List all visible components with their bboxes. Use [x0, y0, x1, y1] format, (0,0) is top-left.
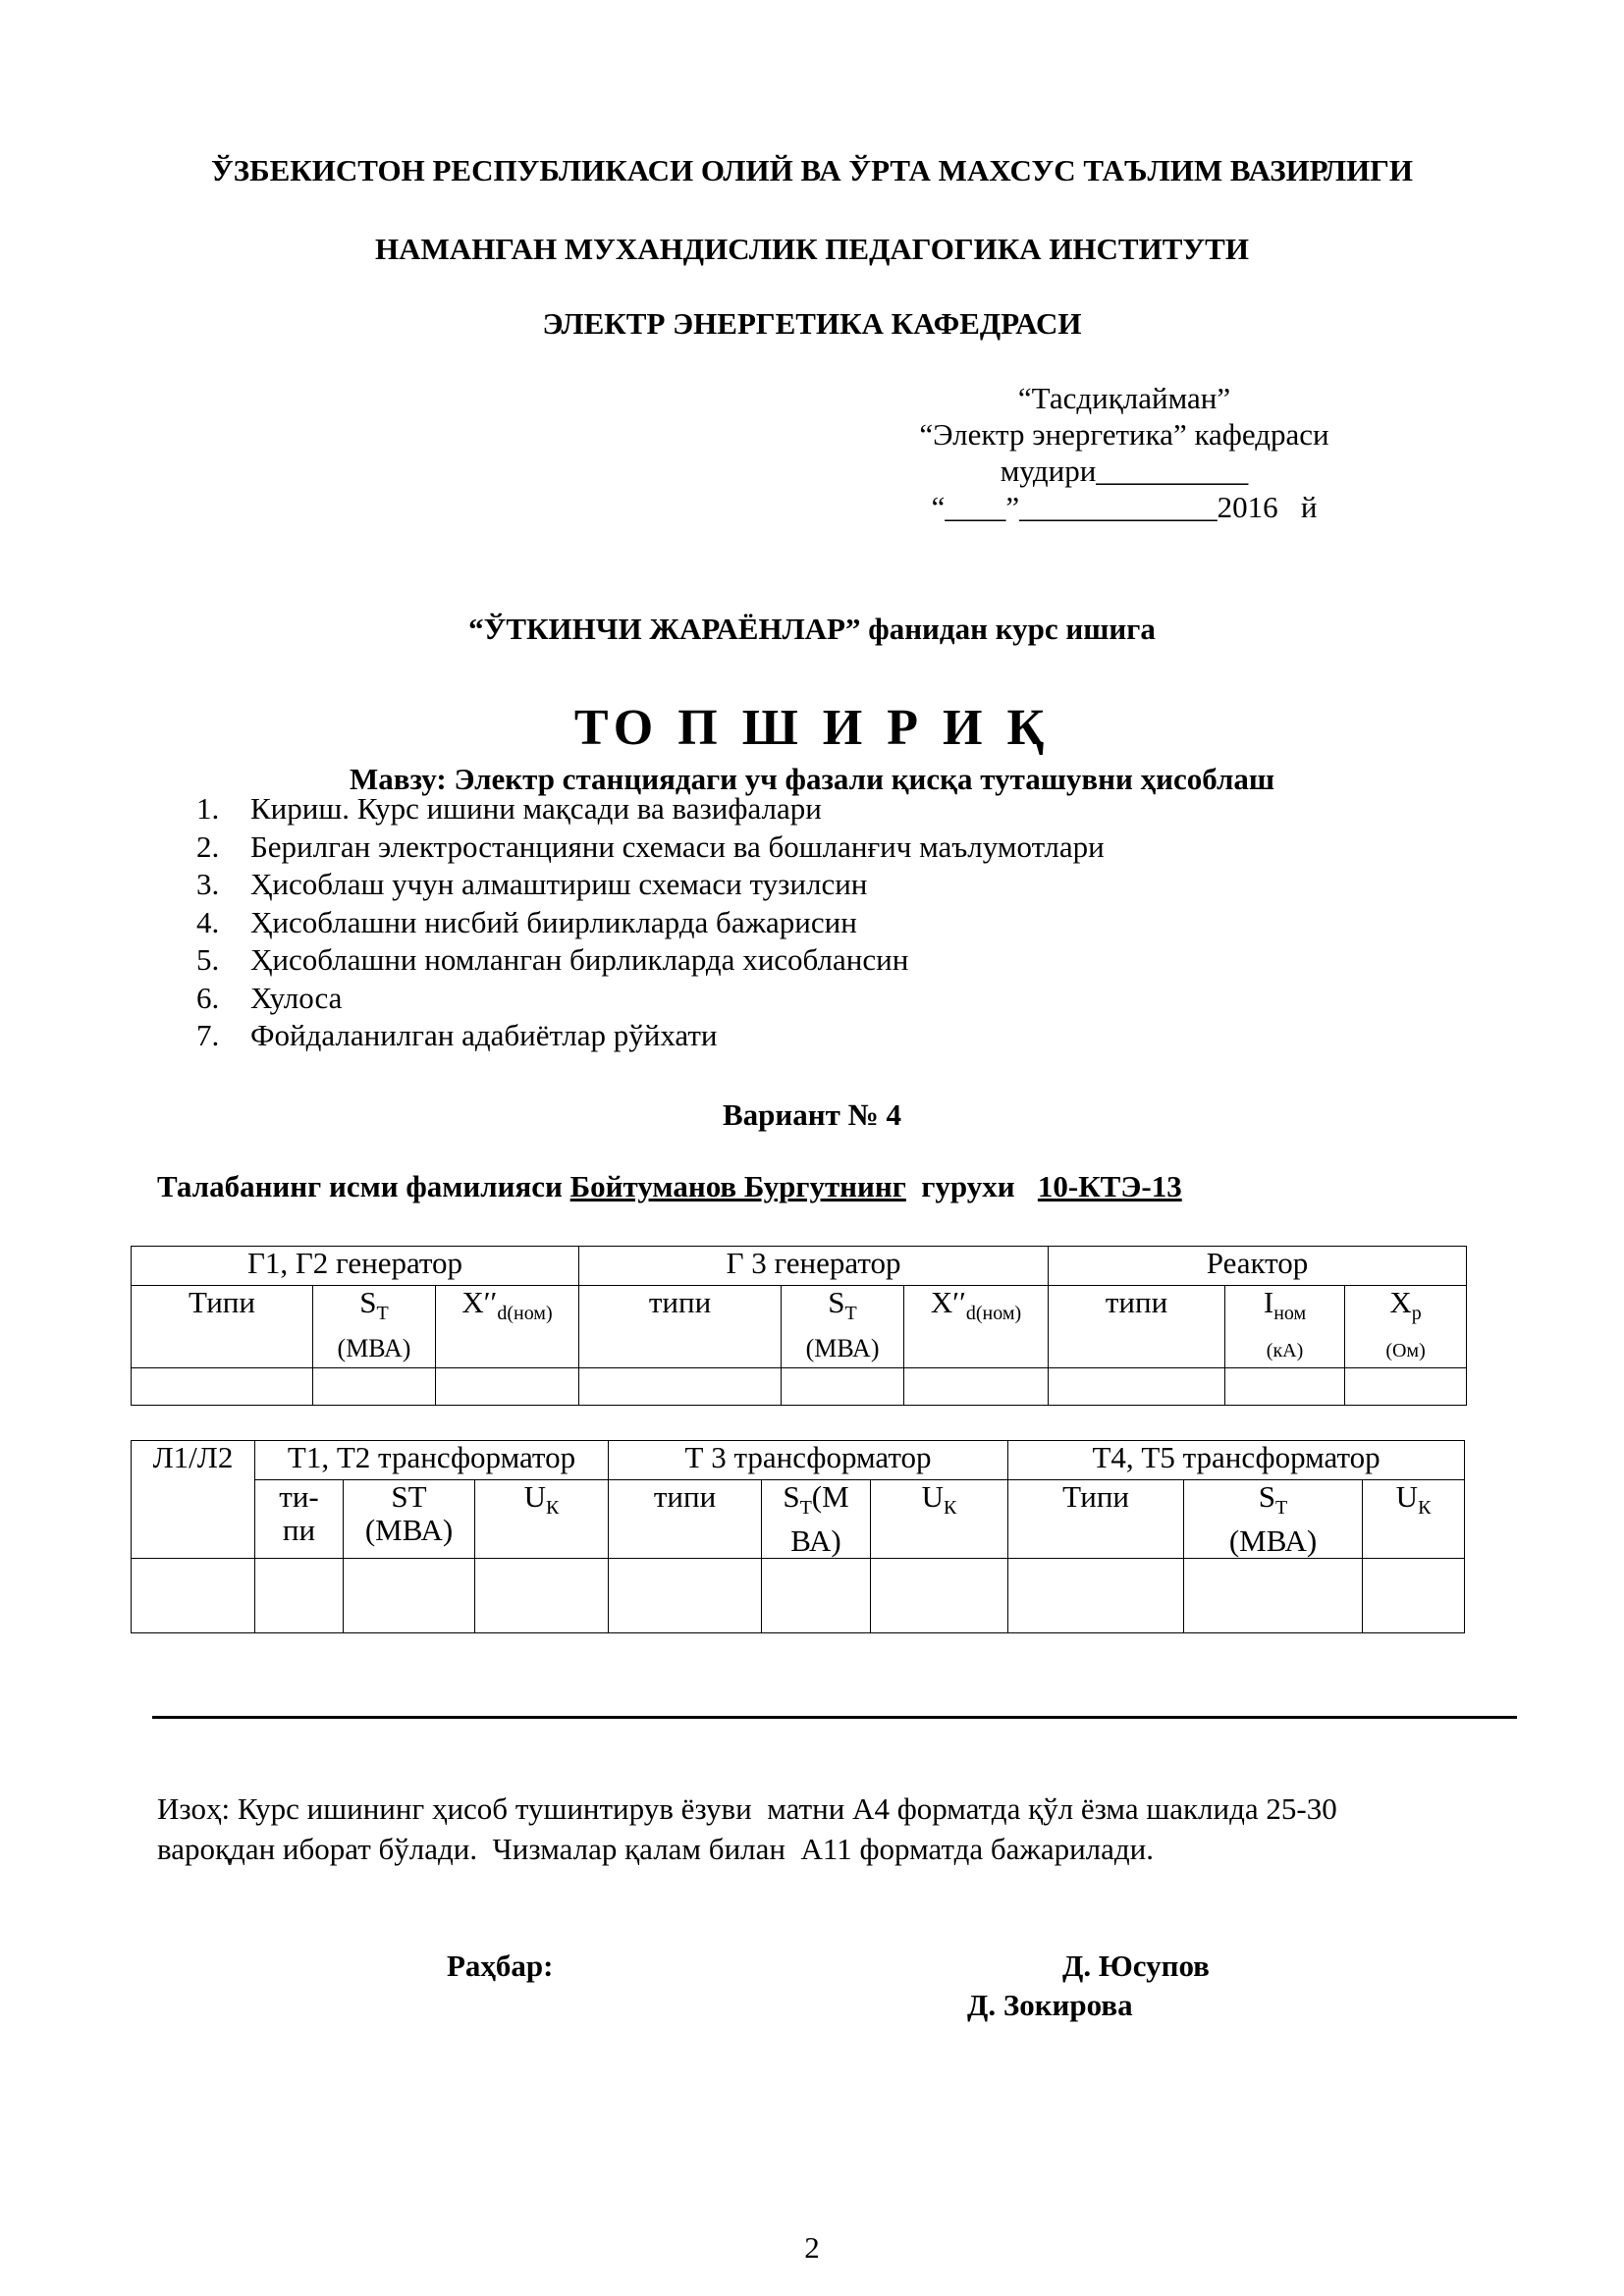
table-cell — [436, 1368, 579, 1406]
generator-reactor-table — [131, 1246, 1467, 1406]
approval-line-1: “Тасдиқлайман” — [1017, 381, 1231, 415]
table-row — [132, 1368, 1467, 1406]
page-number: 2 — [804, 2230, 820, 2265]
table-cell — [344, 1559, 475, 1633]
table-cell — [1363, 1559, 1465, 1633]
table-row — [132, 1559, 1465, 1633]
table-cell — [782, 1368, 904, 1406]
list-item: 5. Ҳисоблашни номланган бирликларда хисоблансин — [196, 942, 909, 977]
col-t12-uk: $U_К$ — [475, 1480, 609, 1559]
approval-line-4: “____”_____________2016 й — [931, 490, 1318, 524]
col-g12-xd: $X''_{d(ном)}$ — [436, 1286, 579, 1368]
col-t3-type: типи — [609, 1480, 762, 1559]
list-item: 6. Хулоса — [196, 980, 343, 1015]
col-reactor-inom: $I_{ном}$ (кА) — [1225, 1286, 1345, 1368]
col-t45-st: $S_Т$ (МВА) — [1184, 1480, 1363, 1559]
list-item: 2. Берилган электростанцияни схемаси ва бошланғич маълумотлари — [196, 828, 1105, 864]
list-item: 3. Ҳисоблаш учун алмаштириш схемаси тузилсин — [196, 867, 868, 901]
col-t12-type: ти- пи — [255, 1480, 344, 1559]
supervisor-label: Раҳбар: — [447, 1949, 554, 1983]
department-heading: ЭЛЕКТР ЭНЕРГЕТИКА КАФЕДРАСИ — [542, 306, 1082, 341]
topic-line: Мавзу: Электр станциядаги уч фазали қисқа туташувни ҳисоблаш — [349, 762, 1275, 796]
table-cell — [762, 1559, 871, 1633]
table-cell — [475, 1559, 609, 1633]
document-title: ТО П Ш И Р И Қ — [573, 700, 1051, 756]
table-cell — [1049, 1368, 1225, 1406]
table-cell — [1225, 1368, 1345, 1406]
col-g3-st: $S_Т$ (МВА) — [782, 1286, 904, 1368]
header-t1-t2-transformer: Т1, Т2 трансформатор — [255, 1441, 609, 1480]
col-t3-st: $S_Т(М$ ВА) — [762, 1480, 871, 1559]
list-item: 4. Ҳисоблашни нисбий биирликларда бажарисин — [196, 904, 857, 939]
list-item: 1. Кириш. Курс ишини мақсади ва вазифалари — [196, 791, 822, 826]
header-g3-generator: Г 3 генератор — [579, 1247, 1049, 1286]
col-line-l1-l2: Л1/Л2 — [132, 1441, 255, 1559]
col-g3-type: типи — [579, 1286, 782, 1368]
subject-line: “ЎТКИНЧИ ЖАРАЁНЛАР” фанидан курс ишига — [468, 612, 1156, 646]
col-reactor-type: типи — [1049, 1286, 1225, 1368]
col-t12-st: ST (МВА) — [344, 1480, 475, 1559]
group-value: 10-КТЭ-13 — [1037, 1169, 1182, 1203]
table-cell — [871, 1559, 1008, 1633]
col-g12-type: Типи — [132, 1286, 313, 1368]
table-cell — [132, 1559, 255, 1633]
table-cell — [579, 1368, 782, 1406]
table-cell — [1345, 1368, 1467, 1406]
note-paragraph — [157, 1789, 1337, 1869]
header-t4-t5-transformer: Т4, Т5 трансформатор — [1008, 1441, 1465, 1480]
ministry-heading: ЎЗБЕКИСТОН РЕСПУБЛИКАСИ ОЛИЙ ВА ЎРТА МАХСУС ТАЪЛИМ ВАЗИРЛИГИ — [210, 153, 1414, 187]
table-cell — [609, 1559, 762, 1633]
table-cell — [132, 1368, 313, 1406]
col-g12-st: $S_Т$ (МВА) — [313, 1286, 436, 1368]
col-reactor-xp: $X_р$ (Ом) — [1345, 1286, 1467, 1368]
list-item: 7. Фойдаланилган адабиётлар рўйхати — [196, 1018, 718, 1052]
group-label: гурухи — [921, 1169, 1015, 1203]
table-cell — [255, 1559, 344, 1633]
table-cell — [1184, 1559, 1363, 1633]
approval-line-2: “Электр энергетика” кафедраси — [919, 417, 1329, 452]
note-line-1: Изоҳ: Курс ишининг ҳисоб тушинтирув ёзуви матни А4 форматда қўл ёзма шаклида 25-30 — [157, 1791, 1337, 1826]
header-reactor: Реактор — [1049, 1247, 1467, 1286]
approval-line-3: мудири__________ — [1000, 454, 1249, 488]
student-line — [157, 1169, 1182, 1204]
header-t3-transformer: Т 3 трансформатор — [609, 1441, 1008, 1480]
supervisor-name-2: Д. Зокирова — [967, 1988, 1133, 2022]
supervisor-name-1: Д. Юсупов — [1062, 1949, 1210, 1983]
transformer-table — [131, 1440, 1465, 1633]
variant-label: Вариант № 4 — [722, 1097, 902, 1132]
student-label: Талабанинг исми фамилияси — [157, 1169, 563, 1203]
table-cell — [904, 1368, 1049, 1406]
institute-heading: НАМАНГАН МУХАНДИСЛИК ПЕДАГОГИКА ИНСТИТУТИ — [375, 232, 1249, 266]
header-g1-g2-generator: Г1, Г2 генератор — [132, 1247, 579, 1286]
col-t45-uk: $U_К$ — [1363, 1480, 1465, 1559]
col-t45-type: Типи — [1008, 1480, 1184, 1559]
table-cell — [1008, 1559, 1184, 1633]
task-list — [196, 790, 1105, 1055]
divider-line — [152, 1716, 1517, 1719]
col-g3-xd: $X''_{d(ном)}$ — [904, 1286, 1049, 1368]
note-line-2: вароқдан иборат бўлади. Чизмалар қалам билан А11 форматда бажарилади. — [157, 1832, 1155, 1866]
approval-block — [889, 380, 1360, 525]
student-name: Бойтуманов Бургутнинг — [569, 1169, 906, 1203]
table-cell — [313, 1368, 436, 1406]
col-t3-uk: $U_К$ — [871, 1480, 1008, 1559]
